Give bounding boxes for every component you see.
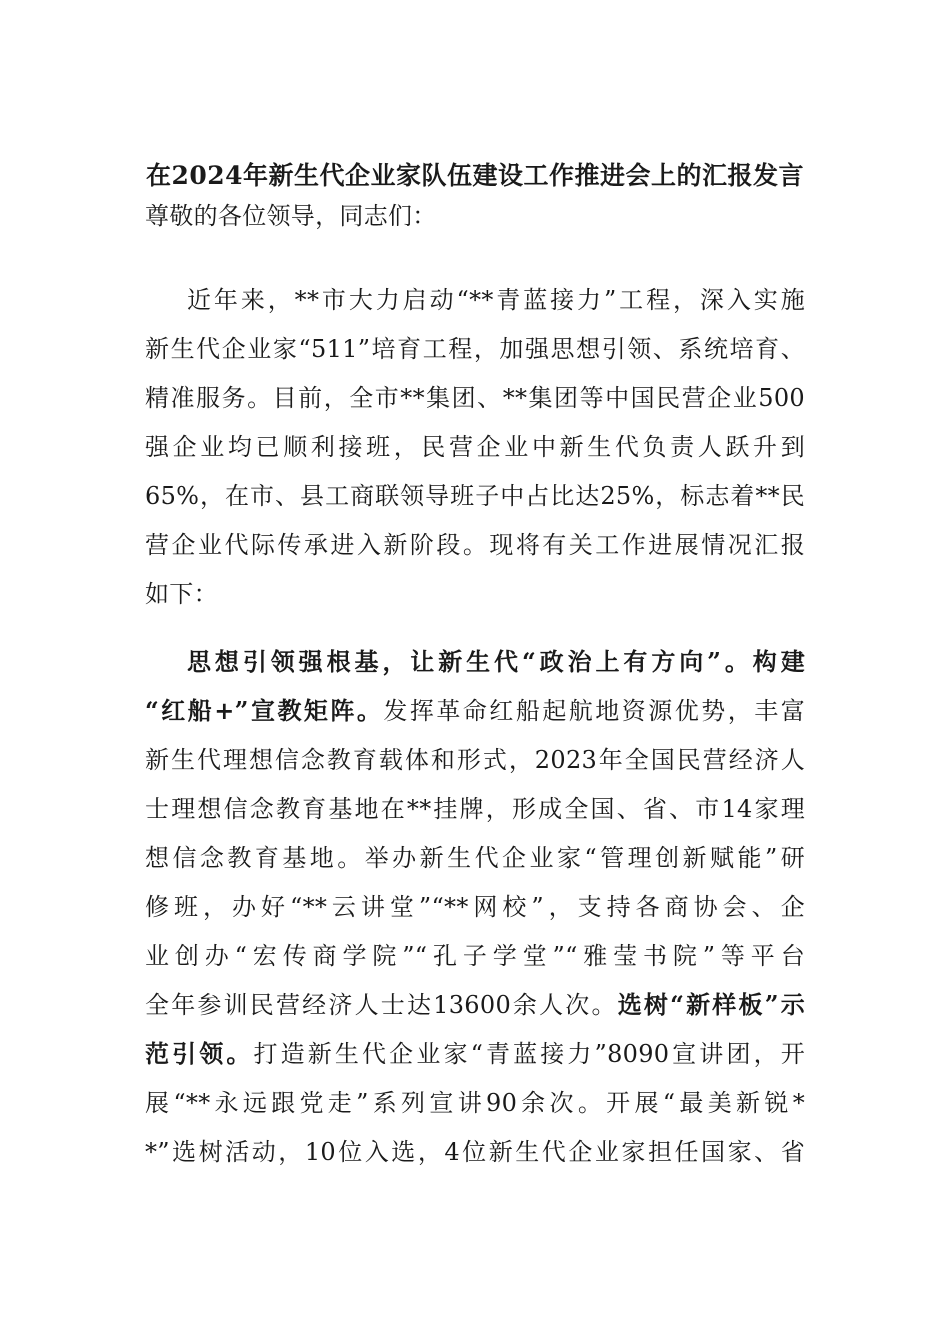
intro-line: 如下： [145,580,218,608]
section-heading: 思想引领强根基，让新生代“政治上有方向”。构建 [187,647,805,676]
section-line [145,985,805,1025]
section-line: 展“**永远跟党走”系列宣讲90余次。开展“最美新锐* [145,1089,805,1117]
intro-line: 65%，在市、县工商联领导班子中占比达25%，标志着**民 [145,482,805,510]
body-text: 发挥革命红船起航地资源优势，丰富 [383,697,805,725]
salutation: 尊敬的各位领导，同志们： [145,202,437,230]
intro-line: 近年来，**市大力启动“**青蓝接力”工程，深入实施 [187,286,805,314]
section-heading-line [187,642,805,682]
section-line: 想信念教育基地。举办新生代企业家“管理创新赋能”研 [145,844,805,872]
subsection-heading: “红船+”宣教矩阵。 [145,696,384,725]
section-line [145,691,805,731]
section-line: *”选树活动，10位入选，4位新生代企业家担任国家、省 [145,1138,805,1166]
section-line [145,1034,805,1074]
intro-line: 营企业代际传承进入新阶段。现将有关工作进展情况汇报 [145,531,805,559]
document-title: 在2024年新生代企业家队伍建设工作推进会上的汇报发言 [145,161,805,190]
section-line: 士理想信念教育基地在**挂牌，形成全国、省、市14家理 [145,795,805,823]
intro-line: 新生代企业家“511”培育工程，加强思想引领、系统培育、 [145,335,805,363]
subsection-heading: 范引领。 [145,1039,254,1068]
body-text: 打造新生代企业家“青蓝接力”8090宣讲团，开 [253,1040,806,1068]
section-line: 修班，办好“**云讲堂”“**网校”，支持各商协会、企 [145,893,805,921]
section-line: 新生代理想信念教育载体和形式，2023年全国民营经济人 [145,746,805,774]
subsection-heading: 选树“新样板”示 [617,990,805,1019]
section-line: 业创办“宏传商学院”“孔子学堂”“雅莹书院”等平台 [145,942,805,970]
intro-line: 精准服务。目前，全市**集团、**集团等中国民营企业500 [145,384,805,412]
body-text: 全年参训民营经济人士达13600余人次。 [145,991,618,1019]
intro-line: 强企业均已顺利接班，民营企业中新生代负责人跃升到 [145,433,805,461]
